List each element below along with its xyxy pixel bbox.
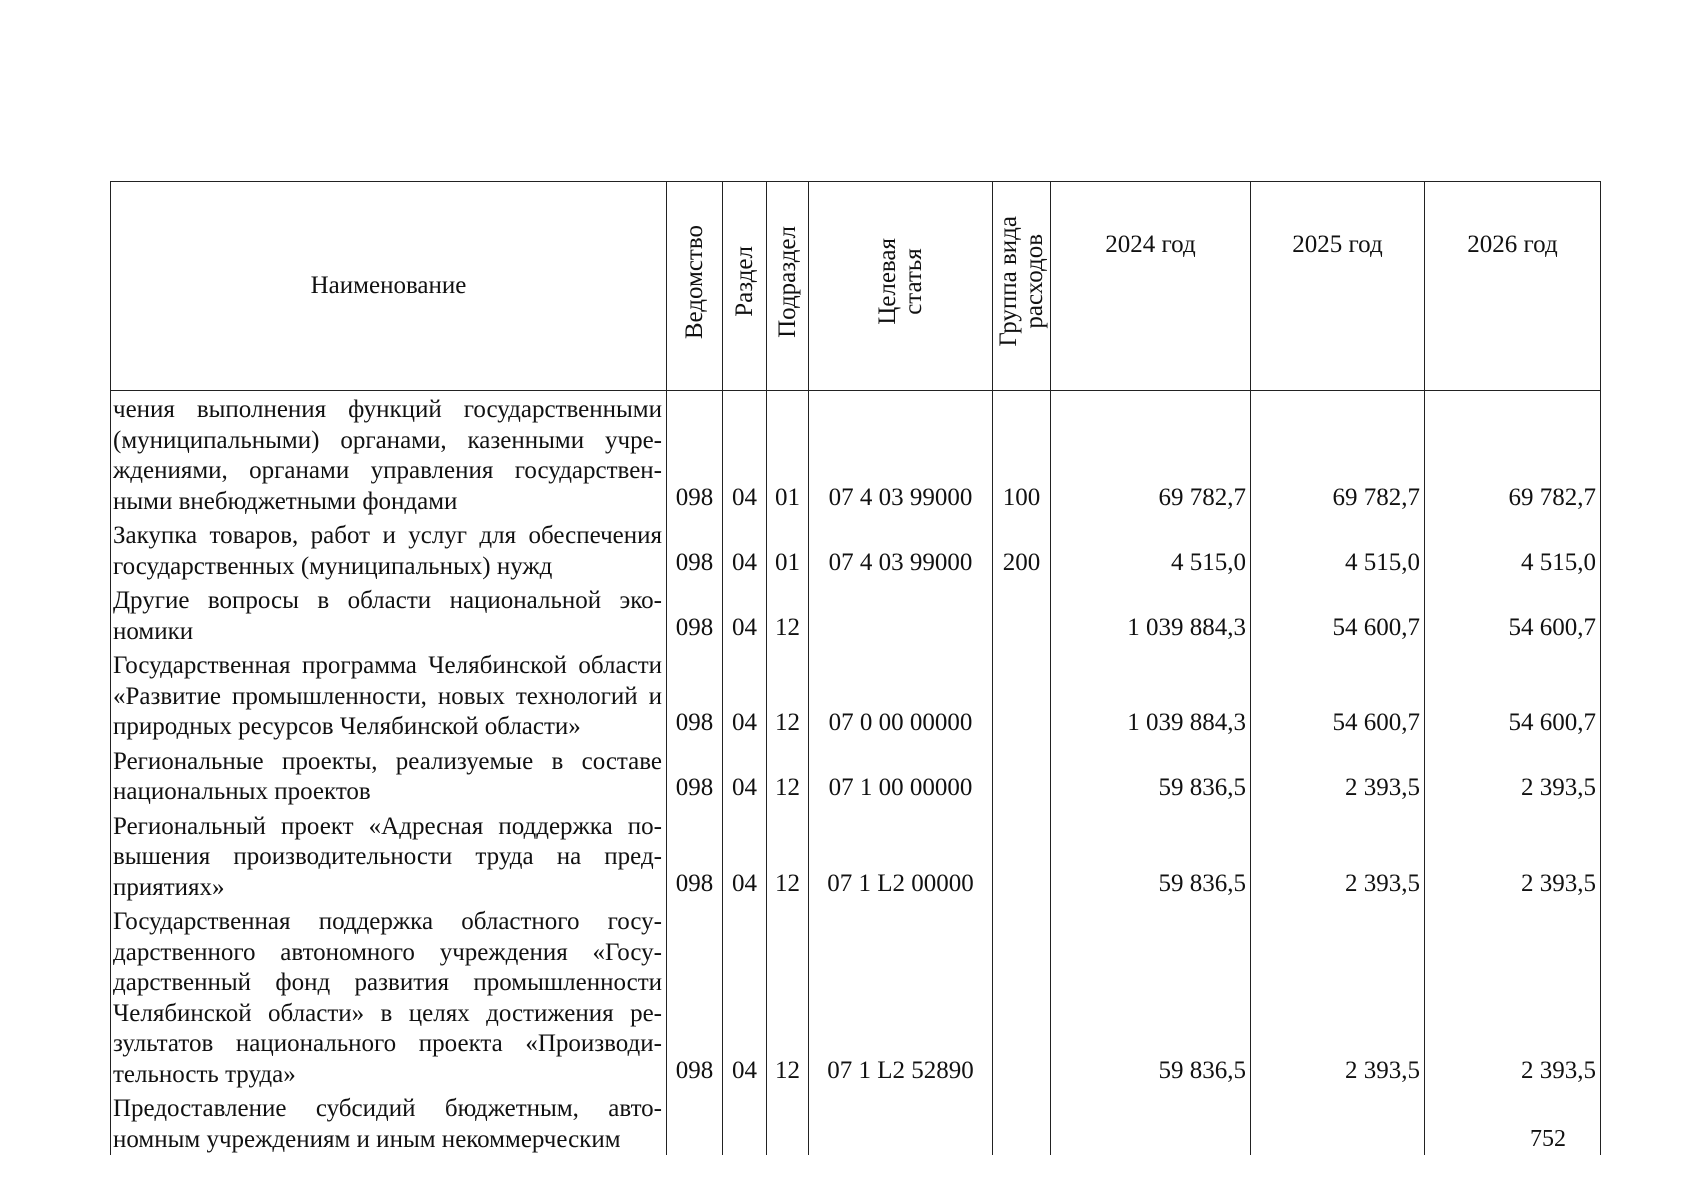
row-vedomstvo: 098 (667, 903, 723, 1090)
row-razdel: 04 (723, 808, 767, 904)
row-2024: 69 782,7 (1051, 391, 1251, 518)
row-2026: 4 515,0 (1425, 517, 1601, 582)
header-vedomstvo (667, 182, 723, 391)
header-razdel (723, 182, 767, 391)
row-vedomstvo: 098 (667, 517, 723, 582)
row-2026: 69 782,7 (1425, 391, 1601, 518)
row-2024: 4 515,0 (1051, 517, 1251, 582)
row-2025: 2 393,5 (1251, 903, 1425, 1090)
row-expense-group: 100 (993, 391, 1051, 518)
table-row (111, 647, 1601, 743)
row-name: чения выполнения функций государственными (муниципальными) органами, казенными учреждениями, органами управления государственными внебюджетными фондами (111, 391, 667, 518)
row-2025: 2 393,5 (1251, 743, 1425, 808)
header-target-article (809, 182, 993, 391)
row-2025 (1251, 1090, 1425, 1155)
row-2024: 1 039 884,3 (1051, 647, 1251, 743)
row-podrazdel: 12 (767, 903, 809, 1090)
row-target-article: 07 4 03 99000 (809, 391, 993, 518)
row-podrazdel: 12 (767, 743, 809, 808)
row-2025: 2 393,5 (1251, 808, 1425, 904)
header-2025-label: 2025 год (1292, 231, 1383, 258)
row-2024 (1051, 1090, 1251, 1155)
row-expense-group: 200 (993, 517, 1051, 582)
row-razdel (723, 1090, 767, 1155)
row-name: Региональные проекты, реализуемые в составе национальных проектов (111, 743, 667, 808)
row-razdel: 04 (723, 582, 767, 647)
row-vedomstvo (667, 1090, 723, 1155)
page-number: 752 (1530, 1126, 1566, 1152)
row-target-article (809, 1090, 993, 1155)
budget-table-container (110, 181, 1601, 1155)
row-podrazdel: 12 (767, 647, 809, 743)
row-razdel: 04 (723, 743, 767, 808)
table-row (111, 582, 1601, 647)
row-name: Предоставление субсидий бюджетным, автономным учреждениям и иным некоммерческим (111, 1090, 667, 1155)
row-vedomstvo: 098 (667, 647, 723, 743)
header-expense-group (993, 182, 1051, 391)
table-row (111, 517, 1601, 582)
row-podrazdel: 12 (767, 582, 809, 647)
header-2024-label: 2024 год (1105, 231, 1196, 258)
row-target-article: 07 1 L2 52890 (809, 903, 993, 1090)
row-vedomstvo: 098 (667, 743, 723, 808)
row-name: Другие вопросы в области национальной экономики (111, 582, 667, 647)
row-2025: 69 782,7 (1251, 391, 1425, 518)
row-vedomstvo: 098 (667, 391, 723, 518)
header-2025 (1251, 182, 1425, 391)
row-expense-group (993, 582, 1051, 647)
row-2024: 1 039 884,3 (1051, 582, 1251, 647)
header-2024 (1051, 182, 1251, 391)
row-podrazdel: 01 (767, 517, 809, 582)
header-2026 (1425, 182, 1601, 391)
row-2024: 59 836,5 (1051, 903, 1251, 1090)
table-row (111, 1090, 1601, 1155)
row-2025: 4 515,0 (1251, 517, 1425, 582)
row-2026: 2 393,5 (1425, 808, 1601, 904)
header-podrazdel-label: Подраздел (773, 225, 801, 338)
header-vedomstvo-label: Ведомство (680, 224, 708, 339)
row-name: Закупка товаров, работ и услуг для обеспечения государственных (муниципальных) нужд (111, 517, 667, 582)
row-2025: 54 600,7 (1251, 582, 1425, 647)
header-target-article-label: Целевая статья (873, 238, 927, 326)
table-row (111, 743, 1601, 808)
row-podrazdel (767, 1090, 809, 1155)
table-header-row (111, 182, 1601, 391)
row-2024: 59 836,5 (1051, 743, 1251, 808)
row-name: Региональный проект «Адресная поддержка повышения производительности труда на предприятиях» (111, 808, 667, 904)
row-2024: 59 836,5 (1051, 808, 1251, 904)
row-expense-group (993, 1090, 1051, 1155)
row-target-article: 07 4 03 99000 (809, 517, 993, 582)
row-target-article: 07 1 L2 00000 (809, 808, 993, 904)
budget-table (110, 181, 1601, 1155)
row-podrazdel: 12 (767, 808, 809, 904)
row-razdel: 04 (723, 517, 767, 582)
row-expense-group (993, 808, 1051, 904)
row-expense-group (993, 647, 1051, 743)
header-2026-label: 2026 год (1467, 231, 1558, 258)
header-name-label: Наименование (310, 271, 467, 299)
row-target-article: 07 1 00 00000 (809, 743, 993, 808)
header-name (111, 182, 667, 391)
row-2026 (1425, 1090, 1601, 1155)
row-2026: 2 393,5 (1425, 903, 1601, 1090)
table-row (111, 391, 1601, 518)
row-target-article: 07 0 00 00000 (809, 647, 993, 743)
header-podrazdel (767, 182, 809, 391)
row-vedomstvo: 098 (667, 582, 723, 647)
table-row (111, 903, 1601, 1090)
header-expense-group-label: Группа вида расходов (994, 216, 1048, 348)
row-name: Государственная программа Челябинской области «Развитие промышленности, новых технологий и природных ресурсов Челябинской области» (111, 647, 667, 743)
row-2026: 54 600,7 (1425, 647, 1601, 743)
row-target-article (809, 582, 993, 647)
row-2025: 54 600,7 (1251, 647, 1425, 743)
row-2026: 54 600,7 (1425, 582, 1601, 647)
row-2026: 2 393,5 (1425, 743, 1601, 808)
row-razdel: 04 (723, 391, 767, 518)
row-razdel: 04 (723, 903, 767, 1090)
row-name: Государственная поддержка областного государственного автономного учреждения «Государственный фонд развития промышленности Челябинской области» в целях достижения результатов национального проекта «Производительность труда» (111, 903, 667, 1090)
row-vedomstvo: 098 (667, 808, 723, 904)
row-expense-group (993, 743, 1051, 808)
table-row (111, 808, 1601, 904)
row-podrazdel: 01 (767, 391, 809, 518)
row-expense-group (993, 903, 1051, 1090)
row-razdel: 04 (723, 647, 767, 743)
header-razdel-label: Раздел (730, 246, 758, 318)
